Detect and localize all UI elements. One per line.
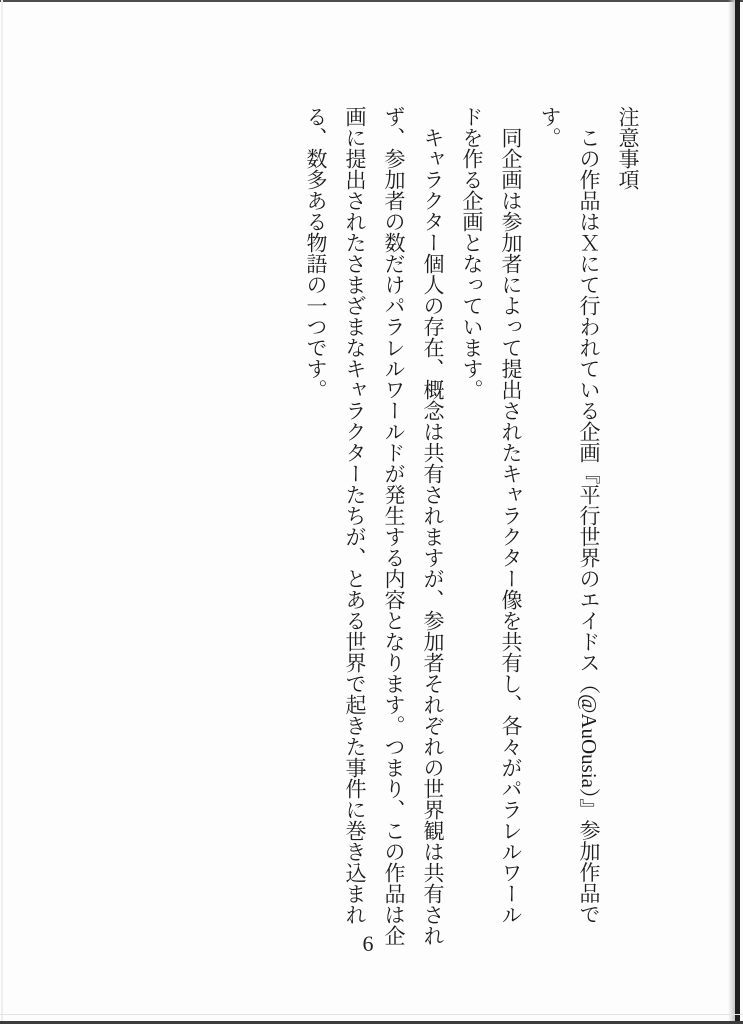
- page-number: 6: [362, 931, 374, 956]
- text-block: [296, 106, 647, 966]
- text-column: ドを作る企画となっています。: [460, 106, 484, 400]
- text-column: 画に提出されたさまざまなキャラクターたちが、とある世界で起きた事件に巻き込まれ: [343, 106, 367, 925]
- page-spine-line: [735, 0, 740, 1024]
- bottom-edge-faint-line: [0, 1014, 743, 1015]
- text-column: この作品はＸにて行われている企画『平行世界のエイドス（@AuOusia）』参加作品で: [577, 127, 601, 925]
- left-edge-line: [1, 0, 3, 1024]
- text-column: す。: [538, 106, 562, 148]
- top-edge-line: [0, 0, 743, 2]
- text-column: キャラクター個人の存在、概念は共有されますが、参加者それぞれの世界観は共有され: [421, 127, 445, 946]
- text-column: る、数多ある物語の一つです。: [304, 106, 328, 400]
- page-spine-shade: [728, 0, 735, 1024]
- text-column: ず、参加者の数だけパラレルワールドが発生する内容となります。つまり、この作品は企: [382, 106, 406, 946]
- heading-column: 注意事項: [616, 106, 640, 190]
- text-column: 同企画は参加者によって提出されたキャラクター像を共有し、各々がパラレルワール: [499, 127, 523, 925]
